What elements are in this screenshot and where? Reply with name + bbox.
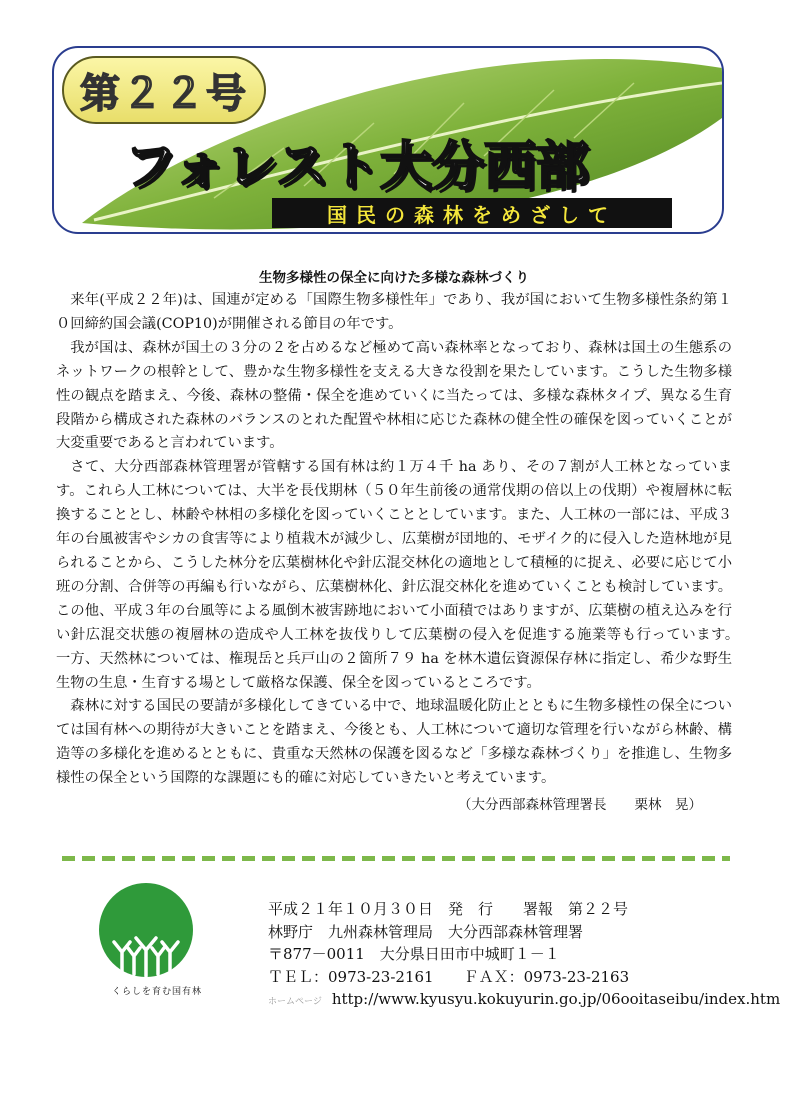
article-paragraph-1: 来年(平成２２年)は、国連が定める「国際生物多様性年」であり、我が国において生物多様性条約第１０回締約国会議(COP10)が開催される節目の年です。 [56,292,732,332]
article [56,266,747,814]
publisher-line: 林野庁 九州森林管理局 大分西部森林管理署 [268,922,584,941]
article-paragraph-3: さて、大分西部森林管理署が管轄する国有林は約１万４千 ha あり、その７割が人工林となっています。これら人工林については、大半を長伐期林（５０年生前後の通常伐期の倍以上の伐期）や複層林に転換することとし、林齢や林相の多様化を図っていくこととしています。また、人工林の一部には、平成３年の台風被害やシカの食害等により植栽木が減少し、広葉樹が団地的、モザイク的に侵入した造林地が見られることから、こうした林分を広葉樹林化や針広混交林化の適地として積極的に捉え、必要に応じて小班の分割、合併等の再編も行いながら、広葉樹林化、針広混交林化を進めていくことも検討しています。この他、平成３年の台風等による風倒木被害跡地において小面積ではありますが、広葉樹の植え込みを行い針広混交状態の複層林の造成や人工林を抜伐りして広葉樹の侵入を促進する施業等も行っています。 一方、天然林については、権現岳と兵戸山の２箇所７９ ha を林木遺伝資源保存林に指定し、希少な野生生物の生息・生育する場として厳格な保護、保全を図っているところです。 [56,459,747,691]
article-paragraph-4: 森林に対する国民の要請が多様化してきている中で、地球温暖化防止とともに生物多様性の保全については国有林への期待が大きいことを踏まえ、今後とも、人工林について適切な管理を行いながら林齢、構造等の多様化を進めるとともに、貴重な天然林の保護を図るなど「多様な森林づくり」を推進し、生物多様性の保全という国際的な課題にも的確に対応していきたいと考えています。 [56,698,732,787]
newsletter-banner [52,46,724,234]
homepage-line [268,988,780,1014]
issue-date-line: 平成２１年１０月３０日 発 行 署報 第２２号 [268,900,629,918]
publication-info [268,898,780,1014]
signature-name: 栗林 晃） [634,797,702,814]
signature-organization: （大分西部森林管理署長 [458,797,607,814]
section-divider [62,856,730,861]
logo-caption: くらしを育む国有林 [111,987,202,997]
article-signature [56,793,732,813]
newsletter-subtitle: 国民の森林をめざして [272,198,672,228]
article-paragraph-2: 我が国は、森林が国土の３分の２を占めるなど極めて高い森林率となっており、森林は国土の生態系のネットワークの根幹として、豊かな生物多様性を支える大きな役割を果たしています。こうした生物多様性の観点を踏まえ、今後、森林の整備・保全を進めていくに当たっては、多様な森林タイプ、異なる生育段階から構成された森林のバランスのとれた配置や林相に応じた森林の健全性の確保を図っていくことが大変重要であると言われています。 [56,339,732,452]
article-heading: 生物多様性の保全に向けた多様な森林づくり [259,270,529,286]
tree-logo-icon [98,882,194,978]
kokuyurin-logo [98,882,216,997]
contact-line: ＴＥＬ：0973-23-2161 ＦＡＸ：0973-23-2163 [268,967,630,986]
issue-number-badge: 第２２号 [62,56,266,124]
address-line: 〒877－0011 大分県日田市中城町１－１ [268,945,560,963]
homepage-url[interactable]: http://www.kyusyu.kokuyurin.go.jp/06ooitaseibu/index.htm [331,990,781,1008]
newsletter-title: フォレスト大分西部 [124,137,588,197]
homepage-label: ホームページ [268,997,322,1007]
